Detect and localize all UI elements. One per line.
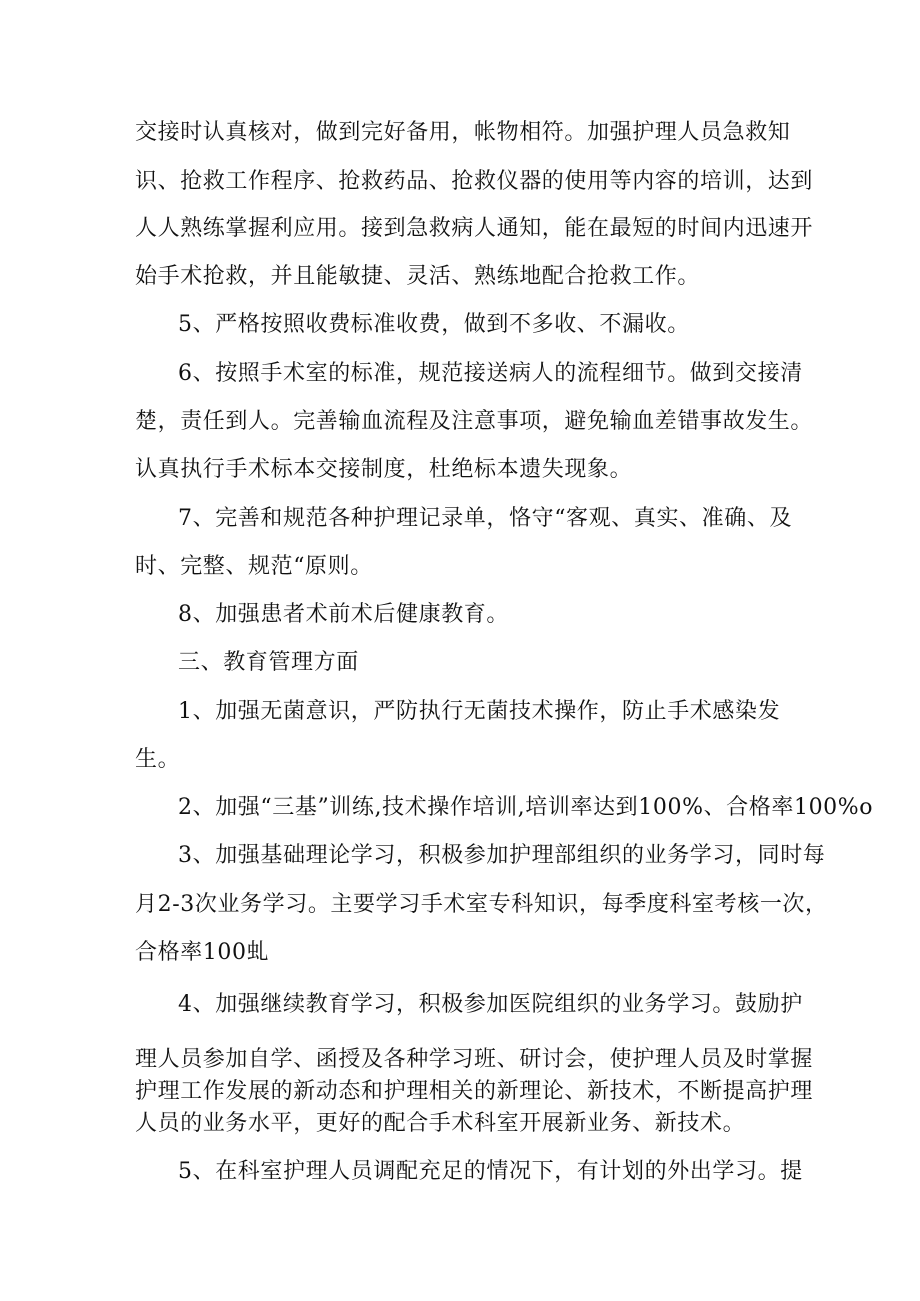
text-line: 时、完整、规范“原则。 [135,554,373,579]
text-line: 1、加强无菌意识，严防执行无菌技术操作，防止手术感染发 [178,699,781,724]
text-line: 3、加强基础理论学习，积极参加护理部组织的业务学习，同时每 [178,843,826,868]
text-line: 2、加强“三基”训练,技术操作培训,培训率达到100%、合格率100%o [178,795,874,820]
text-line: 交接时认真核对，做到完好备用，帐物相符。加强护理人员急救知 [135,120,791,145]
text-line: 8、加强患者术前术后健康教育。 [178,602,509,627]
text-line: 人人熟练掌握利应用。接到急救病人通知，能在最短的时间内迅速开 [135,216,814,241]
text-line: 5、在科室护理人员调配充足的情况下，有计划的外出学习。提 [178,1159,803,1184]
text-line: 人员的业务水平，更好的配合手术科室开展新业务、新技术。 [135,1111,746,1136]
text-line: 7、完善和规范各种护理记录单，恪守“客观、真实、准确、及 [178,506,793,531]
text-line: 6、按照手术室的标准，规范接送病人的流程细节。做到交接清 [178,361,803,386]
text-line: 5、严格按照收费标准收费，做到不多收、不漏收。 [178,312,690,337]
text-line: 识、抢救工作程序、抢救药品、抢救仪器的使用等内容的培训，达到 [135,169,814,194]
text-line: 生。 [135,747,181,772]
text-line: 月2-3次业务学习。主要学习手术室专科知识，每季度科室考核一次， [135,892,828,917]
section-heading: 三、教育管理方面 [178,650,359,675]
text-line: 护理工作发展的新动态和护理相关的新理论、新技术，不断提高护理 [135,1079,814,1104]
text-line: 楚，责任到人。完善输血流程及注意事项，避免输血差错事故发生。 [135,409,814,434]
text-line: 4、加强继续教育学习，积极参加医院组织的业务学习。鼓励护 [178,992,803,1017]
text-line: 理人员参加自学、函授及各种学习班、研讨会，使护理人员及时掌握 [135,1047,814,1072]
text-line: 认真执行手术标本交接制度，杜绝标本遗失现象。 [135,457,633,482]
text-line: 始手术抢救，并且能敏捷、灵活、熟练地配合抢救工作。 [135,264,701,289]
text-line: 合格率100虬 [135,940,270,965]
